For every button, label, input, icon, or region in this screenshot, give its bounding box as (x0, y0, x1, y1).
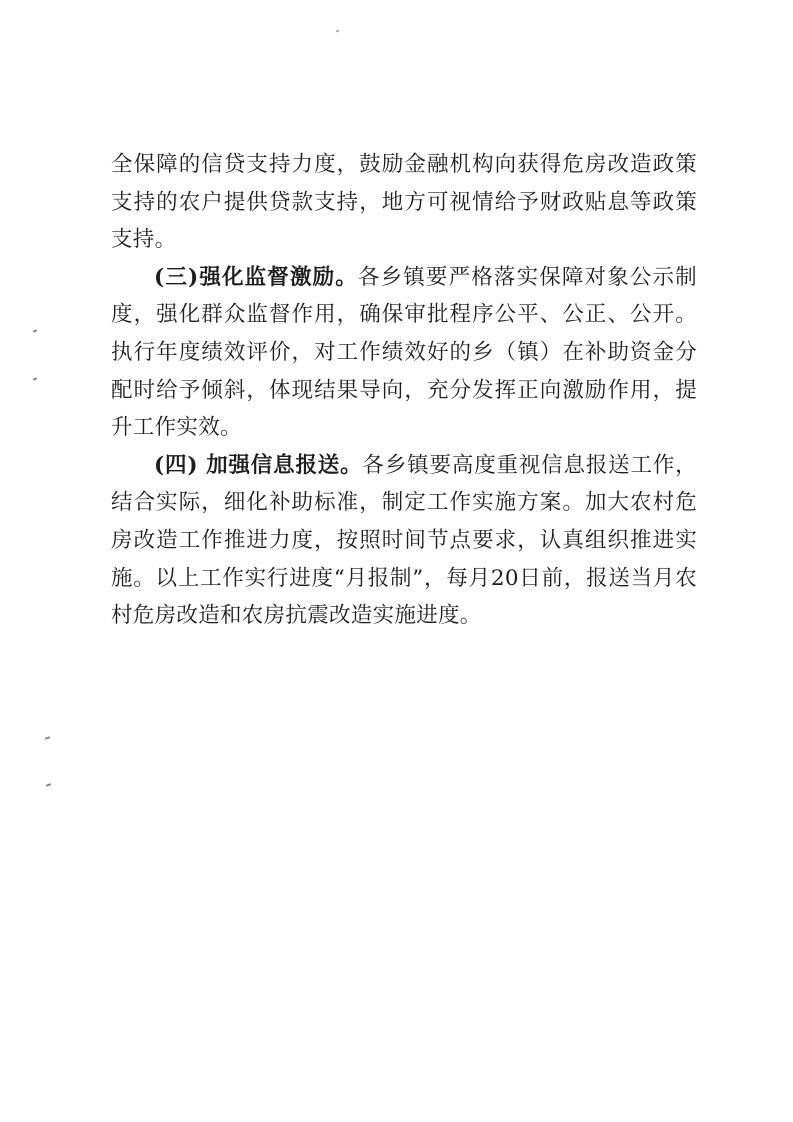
binding-hole-mark (46, 783, 51, 786)
binding-hole-mark (33, 329, 37, 332)
paragraph-credit-support (111, 146, 697, 259)
binding-hole-mark (45, 736, 50, 739)
paragraph-text: 各乡镇要高度重视信息报送工作，结合实际，细化补助标准，制定工作实施方案。加大农村危房改造工作推进力度，按照时间节点要求，认真组织推进实施。以上工作实行进度“月报制”，每月20日前，报送当月农村危房改造和农房抗震改造实施进度。 (111, 452, 697, 629)
body-text (111, 146, 697, 635)
paragraph-supervision-incentive (111, 259, 697, 447)
paragraph-information-reporting (111, 447, 697, 635)
paragraph-text: 全保障的信贷支持力度，鼓励金融机构向获得危房改造政策支持的农户提供贷款支持，地方可视情给予财政贴息等政策支持。 (111, 152, 697, 253)
scan-speck (336, 30, 339, 33)
section-heading: (四) 加强信息报送。 (154, 452, 363, 478)
binding-hole-mark (33, 377, 37, 380)
section-heading: (三)强化监督激励。 (154, 264, 358, 290)
paragraph-text: 各乡镇要严格落实保障对象公示制度，强化群众监督作用，确保审批程序公平、公正、公开。执行年度绩效评价，对工作绩效好的乡（镇）在补助资金分配时给予倾斜，体现结果导向，充分发挥正向激励作用，提升工作实效。 (111, 264, 697, 441)
